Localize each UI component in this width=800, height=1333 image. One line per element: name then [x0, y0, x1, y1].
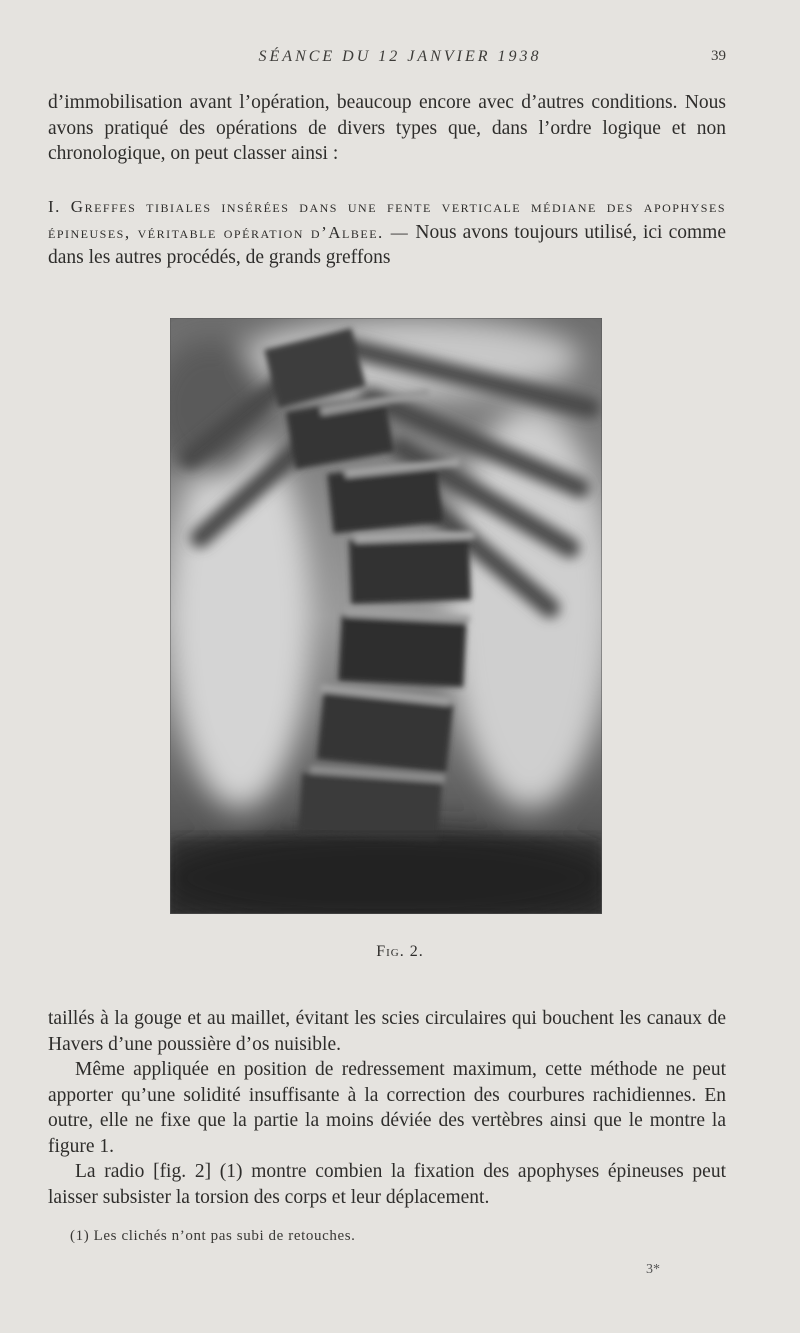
- running-head: SÉANCE DU 12 JANVIER 1938: [258, 48, 542, 65]
- radiograph-figure: [170, 318, 602, 914]
- body-after-figure: [48, 1006, 726, 1210]
- signature-mark: 3*: [646, 1262, 660, 1277]
- radiograph-image: [170, 318, 602, 914]
- section-text: Nous avons toujours utilisé, ici comme dans les autres procédés, de grands greffons: [48, 221, 726, 268]
- figure-caption: Fig. 2.: [376, 943, 424, 960]
- page-header: [0, 48, 800, 72]
- intro-paragraph: d’immobilisation avant l’opération, beaucoup encore avec d’autres conditions. Nous avons pratiqué des opérations de divers types que, dans l’ordre logique et non chronologique, on peut classer ainsi :: [48, 92, 726, 164]
- paragraph-continuation: taillés à la gouge et au maillet, évitant les scies circulaires qui bouchent les canaux de Havers d’une poussière d’os nuisible.: [48, 1008, 726, 1055]
- page-number: 39: [711, 48, 726, 64]
- paragraph-radio: La radio [fig. 2] (1) montre combien la fixation des apophyses épineuses peut laisser subsister la torsion des corps et leur déplacement.: [48, 1161, 726, 1208]
- footnote: (1) Les clichés n’ont pas subi de retouches.: [70, 1228, 356, 1244]
- section-heading: I. Greffes tibiales insérées dans une fente verticale médiane des apophyses épineuses, véritable opération d’Albee. —: [48, 197, 726, 242]
- paragraph-method: Même appliquée en position de redressement maximum, cette méthode ne peut apporter qu’une solidité insuffisante à la correction des courbures rachidiennes. En outre, elle ne fixe que la partie la moins déviée des vertèbres ainsi que le montre la figure 1.: [48, 1059, 726, 1157]
- section-one: [48, 194, 726, 271]
